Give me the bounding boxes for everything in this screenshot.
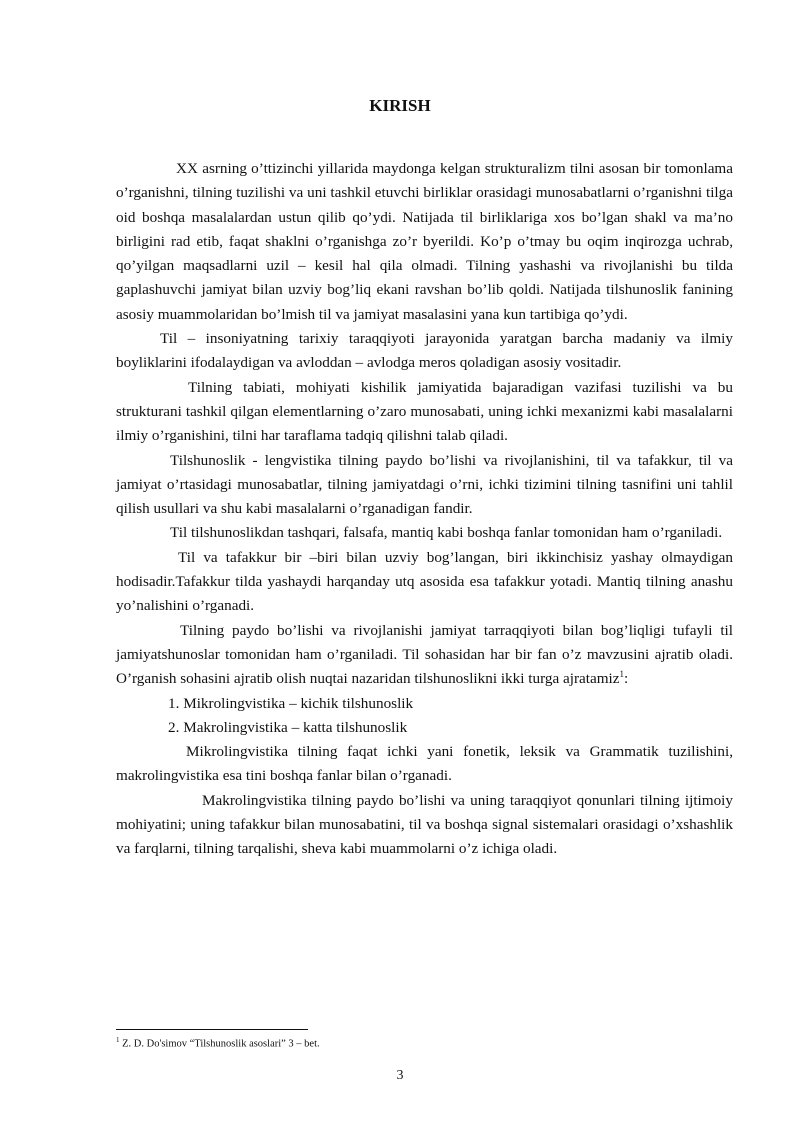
paragraph-tail: : [623, 670, 629, 688]
list-item: 1. Mikrolingvistika – kichik tilshunoslik [168, 694, 414, 712]
footnote-text: Z. D. Do'simov “Tilshunoslik asoslari” 3 – bet. [119, 1038, 320, 1050]
document-body [116, 157, 733, 862]
footnote [116, 1036, 320, 1050]
numbered-list [116, 692, 733, 741]
list-item: 2. Makrolingvistika – katta tilshunoslik [168, 718, 408, 736]
paragraph: XX asrning o’ttizinchi yillarida maydonga kelgan strukturalizm tilni asosan bir tomonlama o’rganishni, tilning tuzilishi va uni tashkil etuvchi birliklar orasidagi munosabatlarni o’rganishni tilga oid boshqa masalalardan ustun qilib qo’ydi. Natijada til birliklariga xos bo’lgan shakl va ma’no birligini rad etib, faqat shaklni o’rganishga zo’r byerildi. Ko’p o’tmay bu oqim inqirozga uchrab, qo’yilgan maqsadlarni uzil – kesil hal qila olmadi. Tilning yashashi va rivojlanishi bu tilda gaplashuvchi jamiyat bilan uzviy bog’liq ekani ravshan bo’lib qoldi. Natijada tilshunoslik fanining asosiy muammolaridan bo’lmish til va jamiyat masalasini yana kun tartibiga qo’ydi. [116, 160, 733, 323]
paragraph-text: Tilning paydo bo’lishi va rivojlanishi jamiyat tarraqqiyoti bilan bog’liqligi tufayli til jamiyatshunoslar tomonidan ham o’rganiladi. Til sohasidan har bir fan o’z mavzusini ajratib oladi. O’rganish sohasini ajratib olish nuqtai nazaridan tilshunoslikni ikki turga ajratamiz [116, 621, 733, 688]
paragraph: Til va tafakkur bir –biri bilan uzviy bog’langan, biri ikkinchisiz yashay olmaydigan hodisadir.Tafakkur tilda yashaydi harqanday utq asosida esa tafakkur yotadi. Mantiq tilning anashu yo’nalishini o’rganadi. [116, 548, 733, 615]
footnote-marker: 1 [116, 1036, 120, 1044]
paragraph: Makrolingvistika tilning paydo bo’lishi va uning taraqqiyot qonunlari tilning ijtimoiy mohiyatini; uning tafakkur bilan munosabatini, til va boshqa signal sistemalari orasidagi o’xshashlik va farqlarni, tilning tarqalishi, sheva kabi muammolarni o’z ichiga oladi. [116, 791, 733, 858]
paragraph: Til – insoniyatning tarixiy taraqqiyoti jarayonida yaratgan barcha madaniy va ilmiy boyliklarini ifodalaydigan va avloddan – avlodga meros qoladigan asosiy vositadir. [116, 330, 733, 372]
footnote-reference[interactable]: 1 [619, 669, 624, 680]
paragraph: Til tilshunoslikdan tashqari, falsafa, mantiq kabi boshqa fanlar tomonidan ham o’rganiladi. [170, 524, 723, 542]
page-title: KIRISH [369, 96, 431, 115]
paragraph: Tilning tabiati, mohiyati kishilik jamiyatida bajaradigan vazifasi tuzilishi va bu strukturani tashkil qilgan elementlarning o’zaro munosabati, uning ichki mexanizmi kabi masalalarni ilmiy o’rganishini, tilni har taraflama tadqiq qilishni talab qiladi. [116, 378, 733, 445]
footnote-separator [116, 1029, 308, 1030]
paragraph: Tilshunoslik - lengvistika tilning paydo bo’lishi va rivojlanishini, til va tafakkur, til va jamiyat o’rtasidagi munosabatlar, tilning jamiyatdagi o’rni, ichki tizimini tilning tasnifini uni tahlil qilish usullari va shu kabi masalalarni o’rganadigan fandir. [116, 451, 733, 518]
page-number: 3 [396, 1068, 404, 1083]
paragraph [116, 619, 733, 692]
paragraph: Mikrolingvistika tilning faqat ichki yani fonetik, leksik va Grammatik tuzilishini, makrolingvistika esa tini boshqa fanlar bilan o’rganadi. [116, 743, 733, 785]
